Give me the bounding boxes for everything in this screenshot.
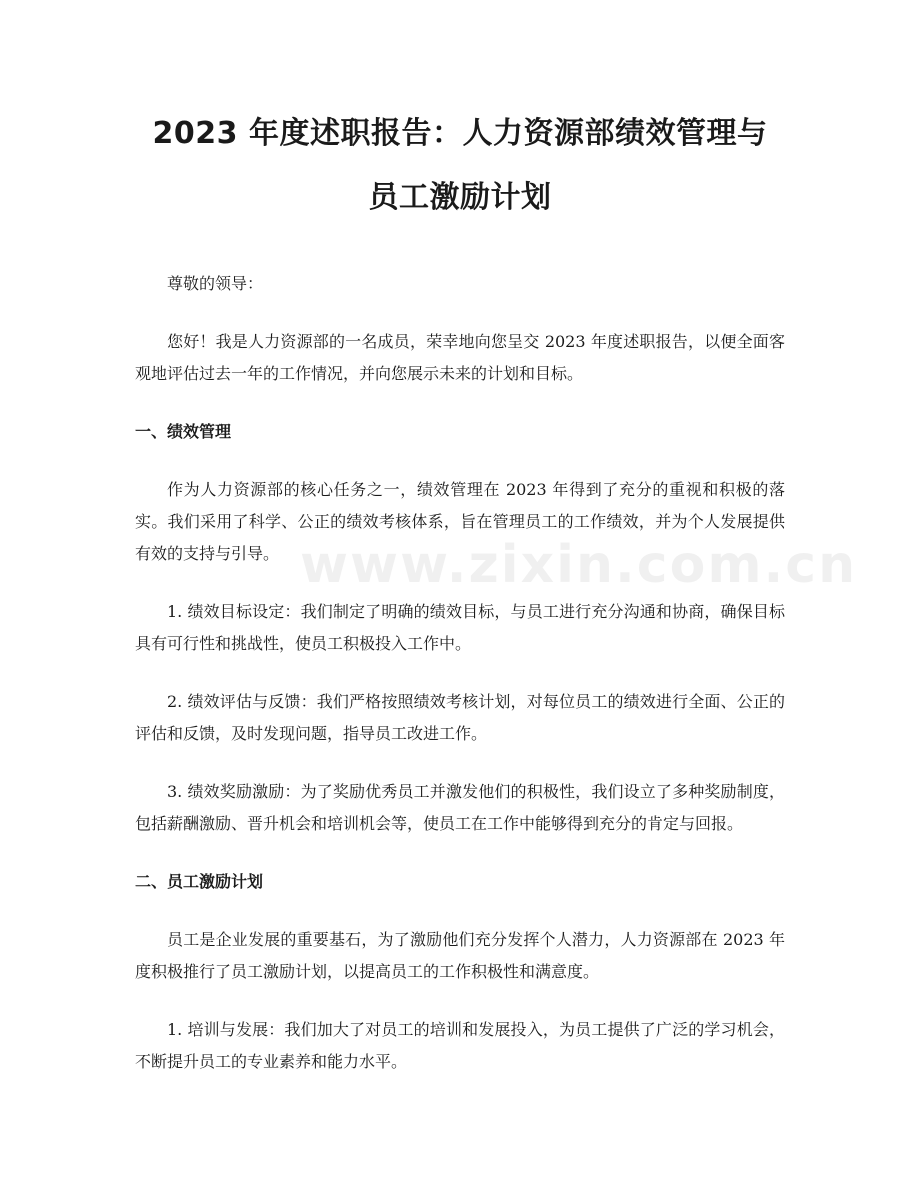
list-item: 1. 培训与发展：我们加大了对员工的培训和发展投入，为员工提供了广泛的学习机会，不断提升员工的专业素养和能力水平。 bbox=[135, 1020, 785, 1071]
section-paragraph: 员工是企业发展的重要基石，为了激励他们充分发挥个人潜力，人力资源部在 2023 年度积极推行了员工激励计划，以提高员工的工作积极性和满意度。 bbox=[135, 930, 785, 981]
section-heading-performance: 一、绩效管理 bbox=[135, 422, 232, 441]
title-line-1: 2023 年度述职报告：人力资源部绩效管理与 bbox=[152, 116, 768, 151]
title-line-2: 员工激励计划 bbox=[368, 180, 552, 215]
watermark: www.zixin.com.cn bbox=[300, 535, 858, 595]
list-item: 3. 绩效奖励激励：为了奖励优秀员工并激发他们的积极性，我们设立了多种奖励制度，包括薪酬激励、晋升机会和培训机会等，使员工在工作中能够得到充分的肯定与回报。 bbox=[135, 782, 785, 833]
section-heading-incentive: 二、员工激励计划 bbox=[135, 872, 264, 891]
document-title bbox=[135, 102, 785, 230]
list-item: 2. 绩效评估与反馈：我们严格按照绩效考核计划，对每位员工的绩效进行全面、公正的评估和反馈，及时发现问题，指导员工改进工作。 bbox=[135, 692, 785, 743]
section-paragraph: 作为人力资源部的核心任务之一，绩效管理在 2023 年得到了充分的重视和积极的落实。我们采用了科学、公正的绩效考核体系，旨在管理员工的工作绩效，并为个人发展提供有效的支持与引导。 bbox=[135, 480, 785, 563]
greeting: 尊敬的领导： bbox=[167, 274, 264, 293]
list-item: 1. 绩效目标设定：我们制定了明确的绩效目标，与员工进行充分沟通和协商，确保目标具有可行性和挑战性，使员工积极投入工作中。 bbox=[135, 602, 785, 653]
intro-paragraph: 您好！我是人力资源部的一名成员，荣幸地向您呈交 2023 年度述职报告，以便全面客观地评估过去一年的工作情况，并向您展示未来的计划和目标。 bbox=[135, 332, 785, 383]
